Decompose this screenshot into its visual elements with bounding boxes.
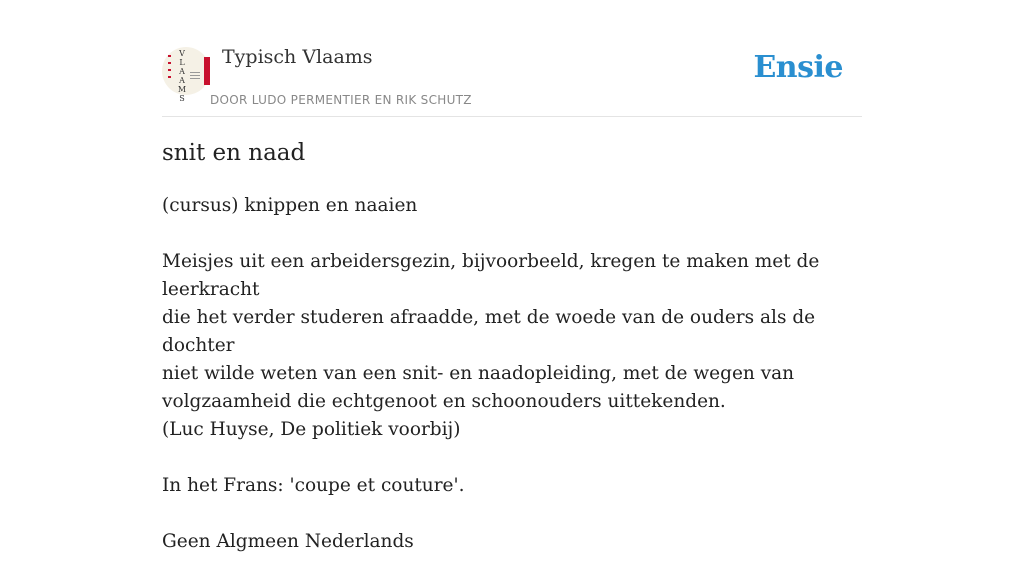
example-line: volgzaamheid die echtgenoot en schoonouders uittekenden. [162, 391, 726, 412]
byline: DOOR LUDO PERMENTIER EN RIK SCHUTZ [210, 93, 472, 107]
example-source: (Luc Huyse, De politiek voorbij) [162, 419, 461, 440]
example-line: die het verder studeren afraadde, met de woede van de ouders als de dochter [162, 307, 816, 356]
site-title-link[interactable]: Typisch Vlaams [222, 46, 373, 68]
logo-lines [190, 72, 200, 81]
entry-note: Geen Algmeen Nederlands [162, 531, 414, 552]
entry-term: snit en naad [162, 140, 306, 166]
page [162, 0, 862, 552]
logo-ticks [168, 55, 171, 83]
typisch-vlaams-logo[interactable] [162, 47, 210, 103]
logo-red-bar [204, 57, 210, 85]
example-line: Meisjes uit een arbeidersgezin, bijvoorbeeld, kregen te maken met de leerkracht [162, 251, 820, 300]
entry-definition: (cursus) knippen en naaien [162, 195, 418, 216]
logo-letters: V L A A M S [177, 49, 187, 103]
entry-french: In het Frans: 'coupe et couture'. [162, 475, 465, 496]
entry-content [162, 192, 862, 584]
ensie-brand-link[interactable]: Ensie [753, 50, 843, 85]
example-line: niet wilde weten van een snit- en naadopleiding, met de wegen van [162, 363, 795, 384]
entry-example [162, 248, 862, 444]
header [162, 0, 862, 117]
